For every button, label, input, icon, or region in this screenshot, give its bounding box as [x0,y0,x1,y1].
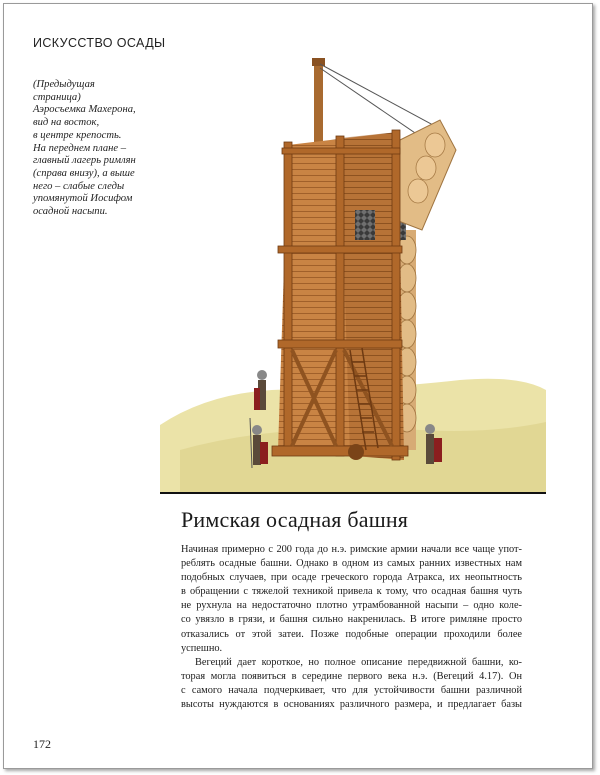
article-body [181,543,522,712]
caption-line: (справа внизу), а выше [33,167,135,179]
paragraph [181,656,522,712]
text-line: подобных случаев, при осаде греческого города Атракса, их неопытность [181,572,522,584]
paragraph [181,543,522,656]
page-number: 172 [33,737,51,751]
text-line: высоты нуждаются в основаниях различного размера, и предлагает базы [181,699,522,711]
text-line: не рухнула на недостаточно плотно утрамбованной насыпи – одно коле- [181,600,522,612]
text-line: реблять осадные башни. Однако в одном из самых ранних известных нам [181,558,522,570]
caption-line: На переднем плане – [33,142,127,154]
text-line: со увязло в грязи, и башня сильно накренилась. В итоге римляне просто [181,614,522,626]
siege-tower [272,130,408,460]
text-line: успешно. [181,642,223,654]
caption-line: Аэросъемка Махерона, [33,104,136,116]
caption-line: упомянутой Иосифом [33,193,133,205]
caption-line: него – слабые следы [33,180,125,192]
caption-line: в центре крепость. [33,129,122,141]
heading-rule [160,492,546,494]
caption-line: осадной насыпи. [33,206,108,218]
text-line: Вегеций дает короткое, но полное описание передвижной башни, ко- [195,656,522,668]
caption-line: главный лагерь римлян [33,155,136,167]
text-line: торая могла появиться в середине первого века н.э. (Вегеций 4.17). Он [181,670,522,682]
siege-tower-illustration [160,50,546,492]
caption-line: страница) [33,91,81,103]
text-line: отказались от этой затеи. Позже подобные операции проходили более [181,628,522,640]
article-heading: Римская осадная башня [181,507,409,532]
running-head: ИСКУССТВО ОСАДЫ [33,36,166,50]
text-line: с самого начала подчеркивает, что для устойчивости башни различной [181,684,522,696]
figure-caption [33,79,165,219]
caption-line: вид на восток, [33,117,100,129]
text-line: в обращении с тяжелой техникой привела к тому, что осадная башня чуть [181,586,522,598]
text-line: Начиная примерно с 200 года до н.э. римские армии начали все чаще упот- [181,544,522,555]
caption-line: (Предыдущая [33,79,95,90]
